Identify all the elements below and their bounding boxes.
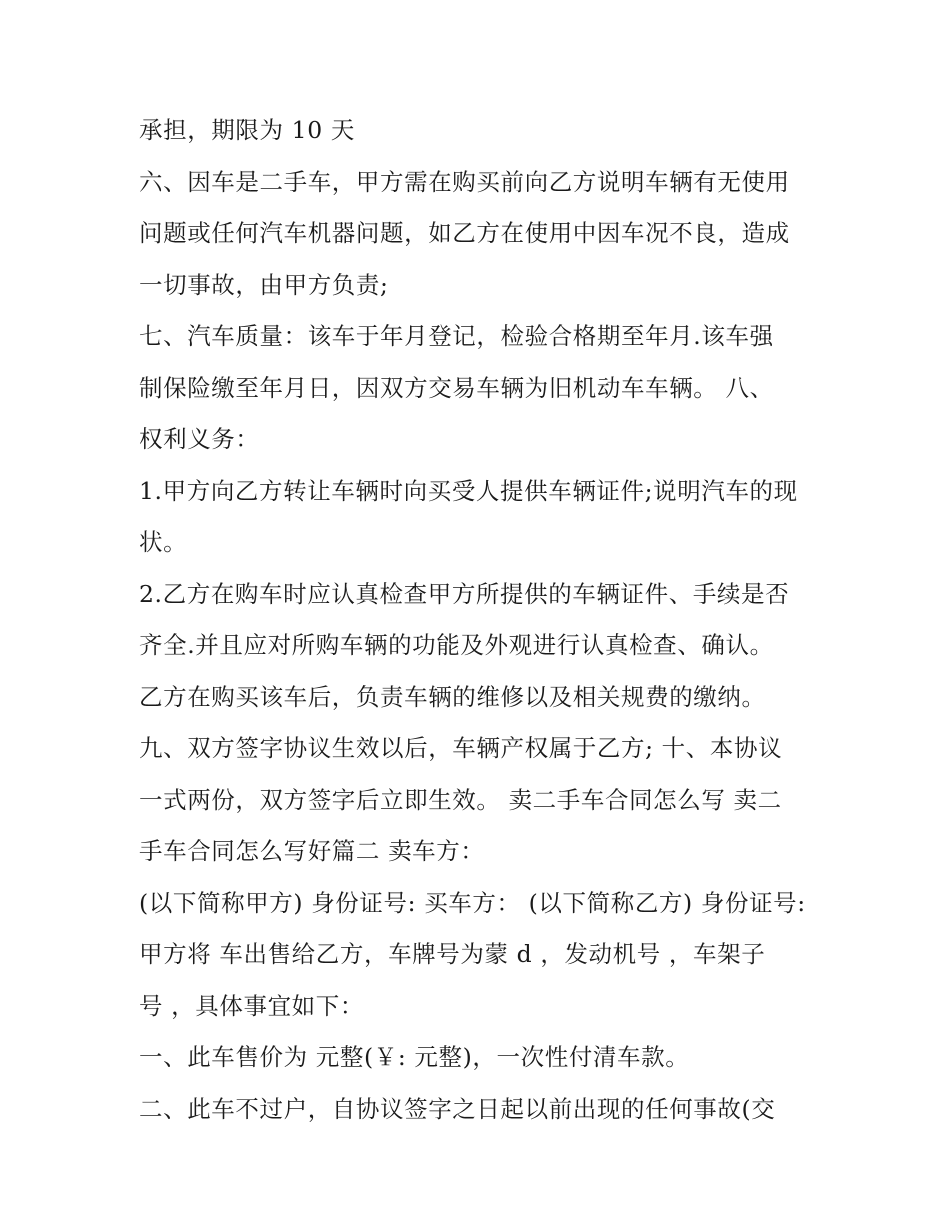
text-line-3: 问题或任何汽车机器问题，如乙方在使用中因车况不良，造成: [139, 219, 790, 247]
text-line-16: (以下简称甲方) 身份证号: 买车方： (以下简称乙方) 身份证号:: [139, 888, 806, 917]
text-line-6: 制保险缴至年月日，因双方交易车辆为旧机动车车辆。 八、: [139, 373, 774, 402]
text-line-10: 2.乙方在购车时应认真检查甲方所提供的车辆证件、手续是否: [139, 579, 790, 608]
text-line-9: 状。: [139, 528, 188, 556]
text-line-7: 权利义务：: [139, 425, 260, 453]
text-line-4: 一切事故，由甲方负责;: [139, 270, 389, 299]
text-line-12: 乙方在购买该车后，负责车辆的维修以及相关规费的缴纳。: [139, 682, 766, 711]
text-line-17: 甲方将 车出售给乙方，车牌号为蒙 d ，发动机号 ，车架子: [139, 940, 766, 968]
text-line-8: 1.甲方向乙方转让车辆时向买受人提供车辆证件;说明汽车的现: [139, 476, 798, 505]
text-line-11: 齐全.并且应对所购车辆的功能及外观进行认真检查、确认。: [139, 631, 774, 659]
text-line-20: 二、此车不过户，自协议签字之日起以前出现的任何事故(交: [139, 1094, 776, 1123]
text-line-5: 七、汽车质量：该车于年月登记，检验合格期至年月.该车强: [139, 322, 774, 350]
text-line-15: 手车合同怎么写好篇二 卖车方：: [139, 837, 485, 865]
text-line-13: 九、双方签字协议生效以后，车辆产权属于乙方; 十、本协议: [139, 734, 783, 762]
text-line-14: 一式两份，双方签字后立即生效。 卖二手车合同怎么写 卖二: [139, 785, 782, 814]
text-line-19: 一、此车售价为 元整(￥: 元整)，一次性付清车款。: [139, 1043, 690, 1071]
text-line-2: 六、因车是二手车，甲方需在购买前向乙方说明车辆有无使用: [139, 167, 790, 196]
text-line-18: 号 ，具体事宜如下：: [139, 991, 364, 1020]
text-line-1: 承担，期限为 10 天: [139, 116, 355, 144]
contract-text-body: [139, 108, 819, 1138]
